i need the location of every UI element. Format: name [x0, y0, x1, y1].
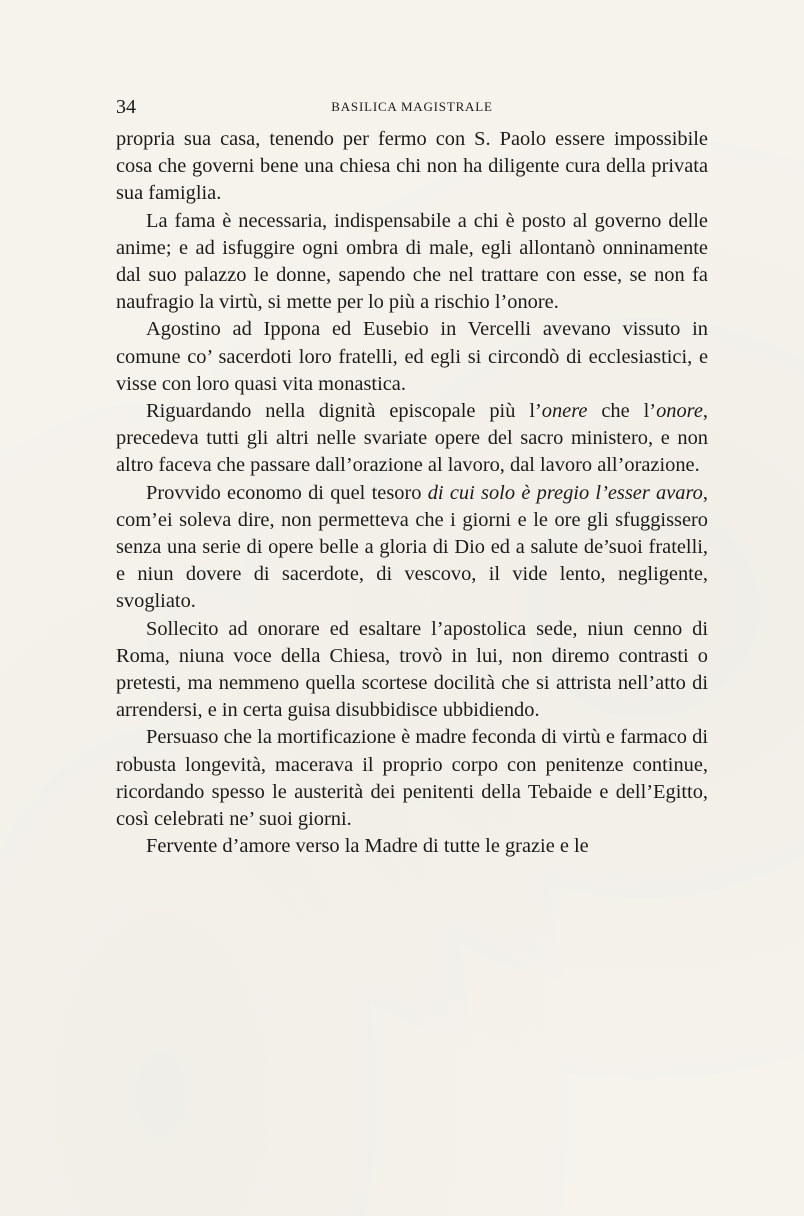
paragraph-text: La fama è necessaria, indispensabile a chi è posto al governo delle anime; e ad isfuggire ogni ombra di male, egli allontanò onninamente dal suo palazzo le donne, sapendo che nel trattare con esse, se non fa naufragio la virtù, si mette per lo più a rischio l’onore.	[116, 209, 708, 314]
paragraph-text: Riguardando nella dignità episcopale più l’	[146, 400, 542, 423]
italic-quotation: di cui solo è pregio l’esser avaro	[427, 481, 703, 504]
paragraph-text: Fervente d’amore verso la Madre di tutte le grazie e le	[146, 835, 589, 858]
paragraph-1	[116, 126, 708, 208]
paragraph-text: , precedeva tutti gli altri nelle svariate opere del sacro ministero, e non altro faceva che passare dall’orazione al lavoro, dal lavoro all’orazione.	[116, 400, 708, 477]
paragraph-3	[116, 316, 708, 398]
paragraph-2	[116, 208, 708, 317]
paragraph-6	[116, 616, 708, 725]
running-title: BASILICA MAGISTRALE	[331, 99, 493, 114]
paragraph-7	[116, 724, 708, 833]
paragraph-4	[116, 398, 708, 480]
paragraph-text: propria sua casa, tenendo per fermo con S. Paolo essere impossibile cosa che governi bene una chiesa chi non ha diligente cura della privata sua famiglia.	[116, 128, 708, 205]
running-head	[116, 96, 708, 118]
italic-word-onore: onore	[656, 400, 703, 423]
paragraph-text: che l’	[587, 400, 657, 423]
paragraph-text: Provvido economo di quel tesoro	[146, 481, 428, 504]
italic-word-onere: onere	[541, 400, 588, 423]
page-number: 34	[116, 96, 136, 118]
paragraph-text: Sollecito ad onorare ed esaltare l’apostolica sede, niun cenno di Roma, niuna voce della Chiesa, trovò in lui, non diremo contrasti o pretesti, ma nemmeno quella scortese docilità che si attrista nell’atto di arrendersi, e in certa guisa disubbidisce ubbidiendo.	[116, 617, 708, 722]
paragraph-text: , com’ei soleva dire, non permetteva che i giorni e le ore gli sfuggissero senza una serie di opere belle a gloria di Dio ed a salute de’suoi fratelli, e niun dovere di sacerdote, di vescovo, il vide lento, negligente, svogliato.	[116, 481, 708, 613]
paragraph-5	[116, 480, 708, 616]
paragraph-text: Agostino ad Ippona ed Eusebio in Vercelli avevano vissuto in comune co’ sacerdoti loro fratelli, ed egli si circondò di ecclesiastici, e visse con loro quasi vita monastica.	[116, 318, 708, 395]
body-text	[116, 126, 708, 860]
paragraph-8	[116, 833, 708, 860]
paragraph-text: Persuaso che la mortificazione è madre feconda di virtù e farmaco di robusta longevità, macerava il proprio corpo con penitenze continue, ricordando spesso le austerità dei penitenti della Tebaide e dell’Egitto, così celebrati ne’ suoi giorni.	[116, 726, 708, 831]
